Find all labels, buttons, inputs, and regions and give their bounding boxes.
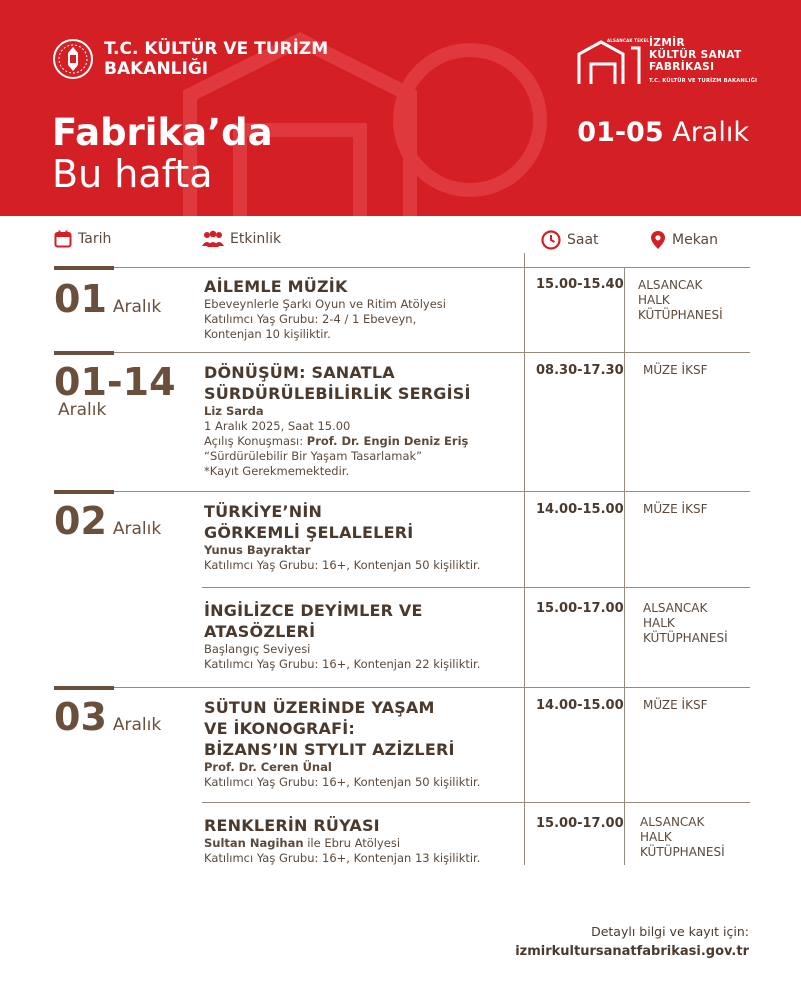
venue-line: ALSANCAK [643,601,708,615]
event-entry [204,362,524,479]
venue-line: HALK [643,616,675,630]
calendar-icon [54,230,72,248]
clock-icon [541,230,561,250]
row-divider [54,687,750,688]
event-presenter: Sultan Nagihan [204,836,304,850]
event-detail: 1 Aralık 2025, Saat 15.00 [204,419,351,433]
day-month: Aralık [112,715,162,735]
day-label [54,501,161,541]
column-label-venue: Mekan [672,232,719,248]
footer [515,923,749,963]
column-divider [524,253,525,865]
event-entry [204,501,524,573]
factory-brand [575,32,775,88]
ministry-emblem-icon [52,38,94,80]
column-label-time: Saat [567,232,599,248]
day-accent-line [54,490,114,494]
day-label [54,362,176,420]
column-divider [624,267,625,865]
event-title: SÜRDÜRÜLEBİLİRLİK SERGİSİ [204,384,471,403]
event-entry [204,276,524,342]
event-detail: Katılımcı Yaş Grubu: 2-4 / 1 Ebeveyn, [204,312,417,326]
row-divider [202,587,750,588]
event-title: İNGİLİZCE DEYİMLER VE [204,601,423,620]
event-presenter: Liz Sarda [204,404,264,418]
event-entry [204,600,524,672]
event-detail: Katılımcı Yaş Grubu: 16+, Kontenjan 50 kişiliktir. [204,775,481,789]
date-range-days: 01-05 [577,117,664,148]
row-divider [54,352,750,353]
event-venue [643,601,728,646]
day-label [54,279,161,319]
event-title: DÖNÜŞÜM: SANATLA [204,363,395,382]
row-divider [202,802,750,803]
date-range [577,117,749,149]
event-time: 15.00-17.00 [536,816,624,831]
event-title: AİLEMLE MÜZİK [204,277,348,296]
brand-name [649,37,742,73]
day-month: Aralık [112,297,162,317]
venue-line: MÜZE İKSF [643,698,708,712]
day-month: Aralık [58,400,107,420]
event-time: 15.00-15.40 [536,277,624,292]
column-header-date [54,230,111,248]
footer-label: Detaylı bilgi ve kayıt için: [591,924,749,939]
venue-line: MÜZE İKSF [643,363,708,377]
ministry-line-1: T.C. KÜLTÜR VE TURİZM [104,39,329,59]
event-title: VE İKONOGRAFİ: [204,719,356,738]
event-venue [643,502,707,517]
venue-line: HALK [640,830,672,844]
column-header-event [202,230,281,248]
day-label [54,697,161,737]
day-month: Aralık [112,519,162,539]
event-entry [204,815,524,866]
day-number: 01-14 [54,360,176,404]
event-presenter: Prof. Dr. Ceren Ünal [204,760,332,774]
opening-speech-label: Açılış Konuşması: [204,434,307,448]
page-title: Fabrika’da [52,111,273,154]
brand-small-label: ALSANCAK TEKEL [607,38,650,43]
venue-line: KÜTÜPHANESİ [643,631,728,645]
event-title: TÜRKİYE’NİN [204,502,323,521]
venue-line: KÜTÜPHANESİ [640,845,725,859]
event-title: RENKLERİN RÜYASI [204,816,380,835]
event-venue [643,363,707,378]
event-time: 14.00-15.00 [536,502,624,517]
day-number: 01 [54,277,107,321]
event-description: Başlangıç Seviyesi [204,642,311,656]
event-title: GÖRKEMLİ ŞELALELERİ [204,523,414,542]
row-divider [54,491,750,492]
opening-speaker: Prof. Dr. Engin Deniz Eriş [306,434,469,448]
event-description: Ebeveynlerle Şarkı Oyun ve Ritim Atölyesi [204,297,446,311]
event-presenter: Yunus Bayraktar [204,543,311,557]
row-divider [54,267,750,268]
venue-line: MÜZE İKSF [643,502,708,516]
event-presenter-suffix: ile Ebru Atölyesi [303,836,401,850]
day-accent-line [54,266,114,270]
date-range-month: Aralık [672,117,749,148]
event-detail [204,836,524,851]
day-accent-line [54,686,114,690]
brand-subtitle: T.C. KÜLTÜR VE TURİZM BAKANLIĞI [649,78,758,84]
event-title: SÜTUN ÜZERİNDE YAŞAM [204,698,435,717]
venue-line: ALSANCAK [638,278,703,292]
header-banner [0,0,801,216]
event-detail: Kontenjan 10 kişiliktir. [204,327,331,341]
event-venue [638,278,723,323]
day-number: 02 [54,499,107,543]
page-subtitle: Bu hafta [52,152,213,196]
venue-line: HALK [638,293,670,307]
event-title: ATASÖZLERİ [204,622,316,641]
brand-line-1: İZMİR [649,37,685,49]
ministry-line-2: BAKANLIĞI [104,59,209,79]
brand-line-3: FABRİKASI [649,61,715,73]
event-detail: Katılımcı Yaş Grubu: 16+, Kontenjan 50 kişiliktir. [204,558,481,572]
venue-line: ALSANCAK [640,815,705,829]
event-time: 15.00-17.00 [536,601,624,616]
column-label-date: Tarih [78,231,112,247]
event-note: *Kayıt Gerekmemektedir. [204,464,350,478]
event-detail: Katılımcı Yaş Grubu: 16+, Kontenjan 13 kişiliktir. [204,851,481,865]
brand-line-2: KÜLTÜR SANAT [649,49,742,61]
day-accent-line [54,351,114,355]
venue-line: KÜTÜPHANESİ [638,308,723,322]
event-detail: “Sürdürülebilir Bir Yaşam Tasarlamak” [204,449,423,463]
event-venue [640,815,725,860]
ministry-block [52,38,328,80]
ministry-name [104,39,328,79]
day-number: 03 [54,695,107,739]
people-icon [202,230,224,248]
column-header-time [541,230,599,250]
footer-website-link[interactable]: izmirkultursanatfabrikasi.gov.tr [515,944,749,959]
event-time: 08.30-17.30 [536,363,624,378]
event-venue [643,698,707,713]
event-entry [204,697,524,790]
column-label-event: Etkinlik [230,231,282,247]
event-time: 14.00-15.00 [536,698,624,713]
column-header-venue [650,230,718,250]
location-pin-icon [650,230,666,250]
event-title: BİZANS’IN STYLIT AZİZLERİ [204,740,455,759]
event-detail [204,434,524,449]
event-detail: Katılımcı Yaş Grubu: 16+, Kontenjan 22 kişiliktir. [204,657,481,671]
